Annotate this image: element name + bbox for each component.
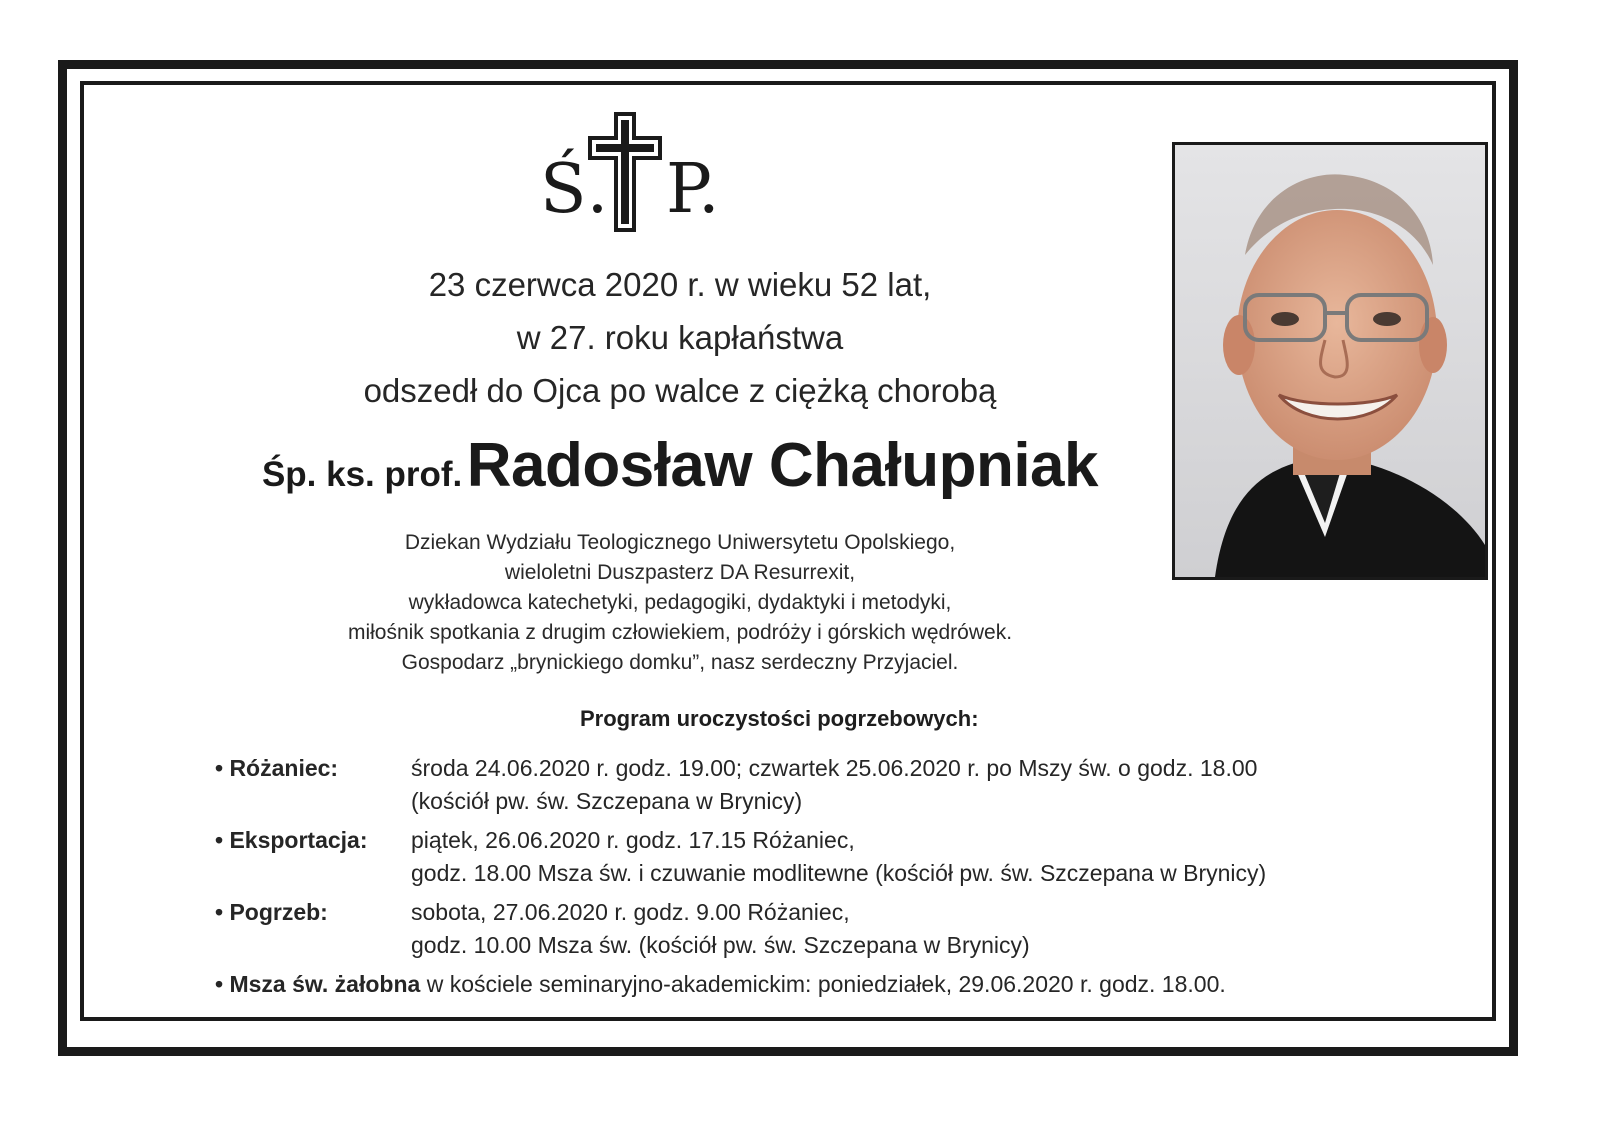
schedule-line: godz. 10.00 Msza św. (kościół pw. św. Szczepana w Brynicy) [411,932,1030,958]
biography [80,528,1280,678]
bio-line: Gospodarz „brynickiego domku”, nasz serdeczny Przyjaciel. [401,651,959,674]
schedule-item-msza [215,968,1465,1001]
schedule-line: (kościół pw. św. Szczepana w Brynicy) [411,788,803,814]
schedule-item-rozaniec [215,752,1465,818]
intro-line-passed: odszedł do Ojca po walce z ciężką chorobą [363,372,997,409]
bio-line: wykładowca katechetyki, pedagogiki, dydaktyki i metodyki, [408,591,952,614]
bio-line: wieloletni Duszpasterz DA Resurrexit, [504,561,856,584]
name-full: Radosław Chałupniak [466,431,1099,500]
mass-text: w kościele seminaryjno-akademickim: poniedziałek, 29.06.2020 r. godz. 18.00. [420,971,1226,997]
schedule-label: • Różaniec: [215,755,339,781]
mass-label: • Msza św. żałobna [215,971,421,997]
schedule-line: środa 24.06.2020 r. godz. 19.00; czwartek 25.06.2020 r. po Mszy św. o godz. 18.00 [411,755,1258,781]
deceased-name [80,430,1280,520]
sp-left-letters: Ś. [540,150,609,229]
name-prefix: Śp. ks. prof. [261,455,463,494]
schedule-line: piątek, 26.06.2020 r. godz. 17.15 Różaniec, [411,827,855,853]
intro-line-date: 23 czerwca 2020 r. w wieku 52 lat, [428,266,932,303]
program-heading: Program uroczystości pogrzebowych: [580,706,979,731]
schedule-item-eksportacja [215,824,1465,890]
portrait-illustration [1175,145,1485,577]
intro-line-priesthood: w 27. roku kapłaństwa [516,319,844,356]
sp-right-letters: P. [666,150,720,229]
schedule-label: • Eksportacja: [215,827,368,853]
portrait-photo [1172,142,1488,580]
cross-icon [587,112,663,232]
schedule-item-pogrzeb [215,896,1465,962]
schedule-line: sobota, 27.06.2020 r. godz. 9.00 Różaniec, [411,899,850,925]
sp-header [540,112,740,242]
schedule-label: • Pogrzeb: [215,899,328,925]
bio-line: miłośnik spotkania z drugim człowiekiem, podróży i górskich wędrówek. [347,621,1013,644]
schedule [215,752,1465,1001]
bio-line: Dziekan Wydziału Teologicznego Uniwersytetu Opolskiego, [404,531,956,554]
schedule-line: godz. 18.00 Msza św. i czuwanie modlitewne (kościół pw. św. Szczepana w Brynicy) [411,860,1267,886]
intro-text [80,258,1280,417]
